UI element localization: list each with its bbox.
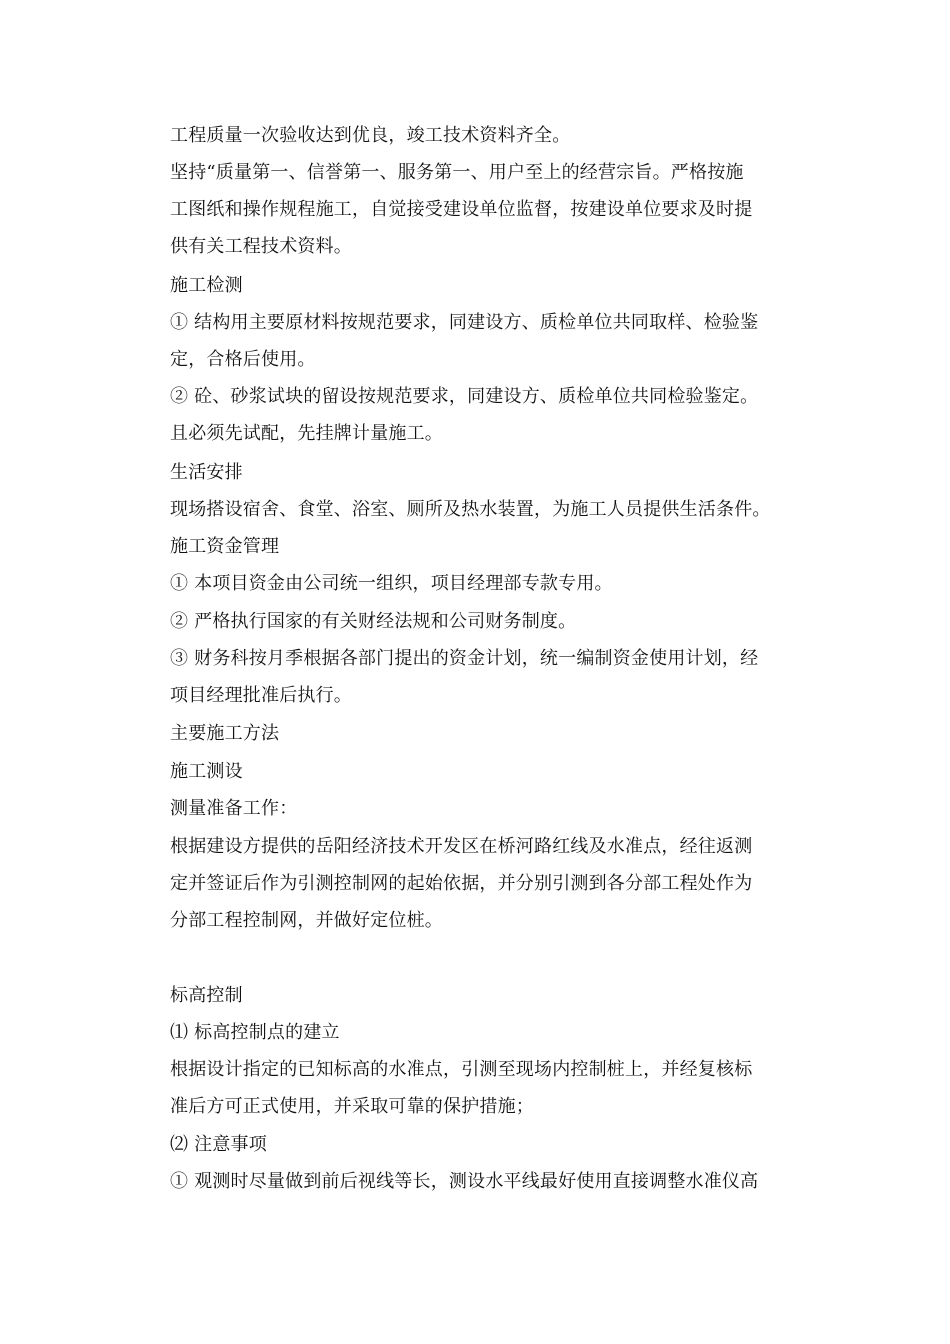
- section-heading: 施工测设: [170, 761, 243, 782]
- paragraph-line: 分部工程控制网，并做好定位桩。: [170, 910, 443, 931]
- section-heading: ⑴ 标高控制点的建立: [170, 1022, 340, 1043]
- paragraph-line: 定，合格后使用。: [170, 349, 316, 370]
- paragraph-line: 根据建设方提供的岳阳经济技术开发区在桥河路红线及水准点，经往返测: [170, 836, 753, 857]
- paragraph-line: 根据设计指定的已知标高的水准点，引测至现场内控制桩上，并经复核标: [170, 1059, 753, 1080]
- section-heading: 生活安排: [170, 462, 243, 483]
- section-heading: ⑵ 注意事项: [170, 1134, 267, 1155]
- paragraph-line: ① 结构用主要原材料按规范要求，同建设方、质检单位共同取样、检验鉴: [170, 312, 759, 333]
- paragraph-line: ② 严格执行国家的有关财经法规和公司财务制度。: [170, 611, 577, 632]
- section-heading: 测量准备工作：: [170, 798, 298, 819]
- section-heading: 标高控制: [170, 985, 243, 1006]
- paragraph-line: 供有关工程技术资料。: [170, 236, 352, 257]
- paragraph-line: 工图纸和操作规程施工，自觉接受建设单位监督，按建设单位要求及时提: [170, 199, 753, 220]
- paragraph-line: 坚持“质量第一、信誉第一、服务第一、用户至上的经营宗旨。严格按施: [170, 162, 744, 183]
- section-heading: 施工检测: [170, 275, 243, 296]
- paragraph-line: 定并签证后作为引测控制网的起始依据，并分别引测到各分部工程处作为: [170, 873, 753, 894]
- paragraph-line: 准后方可正式使用，并采取可靠的保护措施；: [170, 1096, 534, 1117]
- paragraph-line: 项目经理批准后执行。: [170, 685, 352, 706]
- paragraph-line: ② 砼、砂浆试块的留设按规范要求，同建设方、质检单位共同检验鉴定。: [170, 386, 759, 407]
- section-heading: 施工资金管理: [170, 536, 280, 557]
- paragraph-line: ① 本项目资金由公司统一组织，项目经理部专款专用。: [170, 573, 613, 594]
- paragraph-line: ① 观测时尽量做到前后视线等长，测设水平线最好使用直接调整水准仪高: [170, 1171, 759, 1192]
- paragraph-line: ③ 财务科按月季根据各部门提出的资金计划，统一编制资金使用计划，经: [170, 648, 759, 669]
- section-heading: 主要施工方法: [170, 723, 280, 744]
- paragraph-line: 且必须先试配，先挂牌计量施工。: [170, 423, 443, 444]
- paragraph-line: 现场搭设宿舍、食堂、浴室、厕所及热水装置，为施工人员提供生活条件。: [170, 499, 771, 520]
- paragraph-line: 工程质量一次验收达到优良，竣工技术资料齐全。: [170, 125, 571, 146]
